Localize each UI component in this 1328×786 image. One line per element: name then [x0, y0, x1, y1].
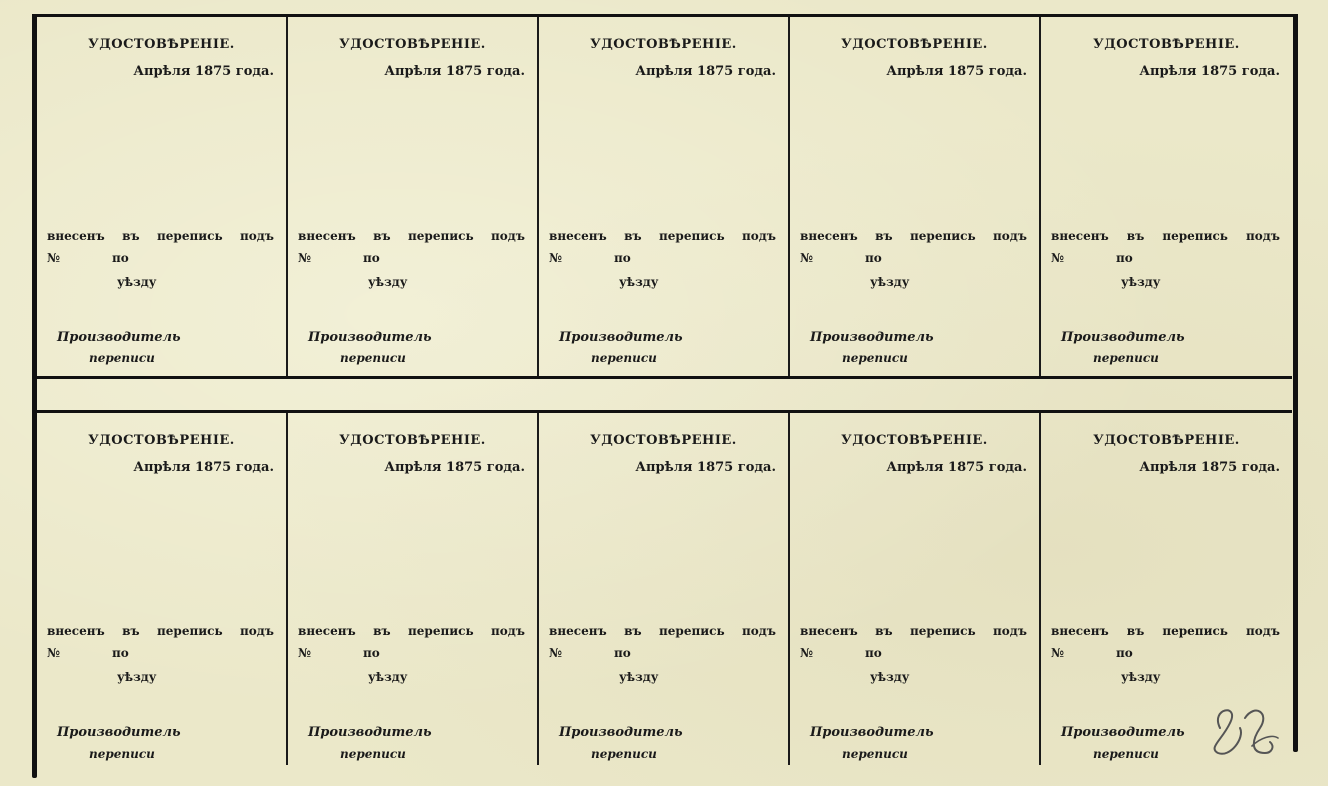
po-label: по: [112, 251, 129, 265]
certificate-title: УДОСТОВѢРЕНІЕ.: [841, 433, 988, 448]
census-label: переписи: [340, 351, 406, 365]
certificates-row-bottom: [37, 413, 1292, 765]
certificate-cell: [288, 413, 539, 765]
certificate-date: Апрѣля 1875 года.: [635, 460, 776, 475]
certificate-date: Апрѣля 1875 года.: [384, 64, 525, 79]
entry-word: перепись: [659, 229, 725, 243]
census-label: переписи: [591, 351, 657, 365]
producer-label: Производитель: [57, 330, 181, 345]
producer-label: Производитель: [810, 330, 934, 345]
certificate-date: Апрѣля 1875 года.: [1139, 64, 1280, 79]
census-label: переписи: [842, 747, 908, 761]
census-entry-line: [47, 229, 274, 243]
entry-word: внесенъ: [1051, 229, 1109, 243]
census-entry-line: [1051, 229, 1280, 243]
entry-word: внесенъ: [47, 229, 105, 243]
entry-word: подъ: [239, 624, 274, 638]
certificate-title: УДОСТОВѢРЕНІЕ.: [339, 433, 486, 448]
po-label: по: [614, 646, 631, 660]
po-label: по: [865, 251, 882, 265]
entry-word: внесенъ: [1051, 624, 1109, 638]
entry-word: перепись: [408, 624, 474, 638]
entry-word: подъ: [239, 229, 274, 243]
producer-label: Производитель: [559, 330, 683, 345]
certificate-date: Апрѣля 1875 года.: [886, 460, 1027, 475]
entry-word: подъ: [992, 229, 1027, 243]
certificate-date: Апрѣля 1875 года.: [886, 64, 1027, 79]
census-label: переписи: [591, 747, 657, 761]
certificate-title: УДОСТОВѢРЕНІЕ.: [1093, 433, 1240, 448]
number-sign: №: [549, 646, 563, 660]
certificate-date: Апрѣля 1875 года.: [133, 460, 274, 475]
po-label: по: [1116, 646, 1133, 660]
entry-word: перепись: [659, 624, 725, 638]
number-sign: №: [47, 646, 61, 660]
uezd-label: уѣзду: [870, 670, 910, 684]
entry-word: перепись: [1162, 624, 1228, 638]
entry-word: перепись: [910, 624, 976, 638]
entry-word: въ: [373, 624, 391, 638]
entry-word: въ: [875, 624, 893, 638]
entry-word: перепись: [157, 229, 223, 243]
census-entry-line: [549, 624, 776, 638]
census-entry-line: [298, 624, 525, 638]
number-sign: №: [1051, 646, 1065, 660]
producer-label: Производитель: [1061, 330, 1185, 345]
po-label: по: [865, 646, 882, 660]
uezd-label: уѣзду: [619, 670, 659, 684]
po-label: по: [363, 646, 380, 660]
po-label: по: [1116, 251, 1133, 265]
entry-word: въ: [122, 624, 140, 638]
census-entry-line: [800, 229, 1027, 243]
entry-word: подъ: [741, 229, 776, 243]
census-entry-line: [549, 229, 776, 243]
number-sign: №: [800, 251, 814, 265]
producer-label: Производитель: [57, 725, 181, 740]
census-entry-line: [298, 229, 525, 243]
certificate-date: Апрѣля 1875 года.: [1139, 460, 1280, 475]
certificate-cell: [790, 17, 1041, 376]
certificate-title: УДОСТОВѢРЕНІЕ.: [88, 433, 235, 448]
entry-word: подъ: [1246, 229, 1280, 243]
uezd-label: уѣзду: [619, 275, 659, 289]
po-label: по: [112, 646, 129, 660]
certificate-title: УДОСТОВѢРЕНІЕ.: [590, 433, 737, 448]
certificate-title: УДОСТОВѢРЕНІЕ.: [590, 37, 737, 52]
certificate-date: Апрѣля 1875 года.: [384, 460, 525, 475]
uezd-label: уѣзду: [870, 275, 910, 289]
certificate-title: УДОСТОВѢРЕНІЕ.: [339, 37, 486, 52]
entry-word: въ: [624, 624, 642, 638]
entry-word: внесенъ: [298, 624, 356, 638]
certificates-row-top: [37, 17, 1292, 376]
entry-word: внесенъ: [549, 229, 607, 243]
uezd-label: уѣзду: [368, 275, 408, 289]
right-border: [1293, 14, 1298, 752]
certificate-cell: [288, 17, 539, 376]
middle-rule-upper: [32, 376, 1292, 379]
certificate-cell: [539, 17, 790, 376]
entry-word: въ: [373, 229, 391, 243]
uezd-label: уѣзду: [117, 275, 157, 289]
certificate-date: Апрѣля 1875 года.: [133, 64, 274, 79]
certificate-date: Апрѣля 1875 года.: [635, 64, 776, 79]
census-label: переписи: [89, 351, 155, 365]
census-entry-line: [47, 624, 274, 638]
entry-word: въ: [122, 229, 140, 243]
number-sign: №: [298, 251, 312, 265]
entry-word: внесенъ: [800, 624, 858, 638]
certificate-cell: [1041, 17, 1292, 376]
producer-label: Производитель: [1061, 725, 1185, 740]
certificate-cell: [790, 413, 1041, 765]
entry-word: подъ: [1246, 624, 1280, 638]
certificate-title: УДОСТОВѢРЕНІЕ.: [88, 37, 235, 52]
census-label: переписи: [842, 351, 908, 365]
entry-word: подъ: [490, 229, 525, 243]
census-entry-line: [1051, 624, 1280, 638]
entry-word: перепись: [408, 229, 474, 243]
producer-label: Производитель: [308, 330, 432, 345]
entry-word: подъ: [741, 624, 776, 638]
uezd-label: уѣзду: [117, 670, 157, 684]
entry-word: въ: [1126, 624, 1145, 638]
form-frame: [32, 14, 1298, 778]
certificate-title: УДОСТОВѢРЕНІЕ.: [1093, 37, 1240, 52]
uezd-label: уѣзду: [368, 670, 408, 684]
producer-label: Производитель: [810, 725, 934, 740]
certificate-cell: [37, 413, 288, 765]
census-label: переписи: [89, 747, 155, 761]
number-sign: №: [298, 646, 312, 660]
entry-word: перепись: [1162, 229, 1228, 243]
certificate-cell: [37, 17, 288, 376]
certificate-title: УДОСТОВѢРЕНІЕ.: [841, 37, 988, 52]
po-label: по: [363, 251, 380, 265]
entry-word: внесенъ: [298, 229, 356, 243]
number-sign: №: [47, 251, 61, 265]
po-label: по: [614, 251, 631, 265]
entry-word: въ: [875, 229, 893, 243]
entry-word: перепись: [157, 624, 223, 638]
number-sign: №: [549, 251, 563, 265]
entry-word: внесенъ: [549, 624, 607, 638]
entry-word: перепись: [910, 229, 976, 243]
entry-word: подъ: [490, 624, 525, 638]
entry-word: подъ: [992, 624, 1027, 638]
producer-label: Производитель: [308, 725, 432, 740]
census-label: переписи: [1093, 351, 1159, 365]
census-entry-line: [800, 624, 1027, 638]
uezd-label: уѣзду: [1121, 275, 1161, 289]
number-sign: №: [800, 646, 814, 660]
entry-word: въ: [1126, 229, 1145, 243]
certificate-cell: [539, 413, 790, 765]
census-label: переписи: [1093, 747, 1159, 761]
entry-word: внесенъ: [800, 229, 858, 243]
uezd-label: уѣзду: [1121, 670, 1161, 684]
entry-word: внесенъ: [47, 624, 105, 638]
entry-word: въ: [624, 229, 642, 243]
producer-label: Производитель: [559, 725, 683, 740]
handwritten-scrawl-icon: [1200, 698, 1280, 758]
census-label: переписи: [340, 747, 406, 761]
number-sign: №: [1051, 251, 1065, 265]
